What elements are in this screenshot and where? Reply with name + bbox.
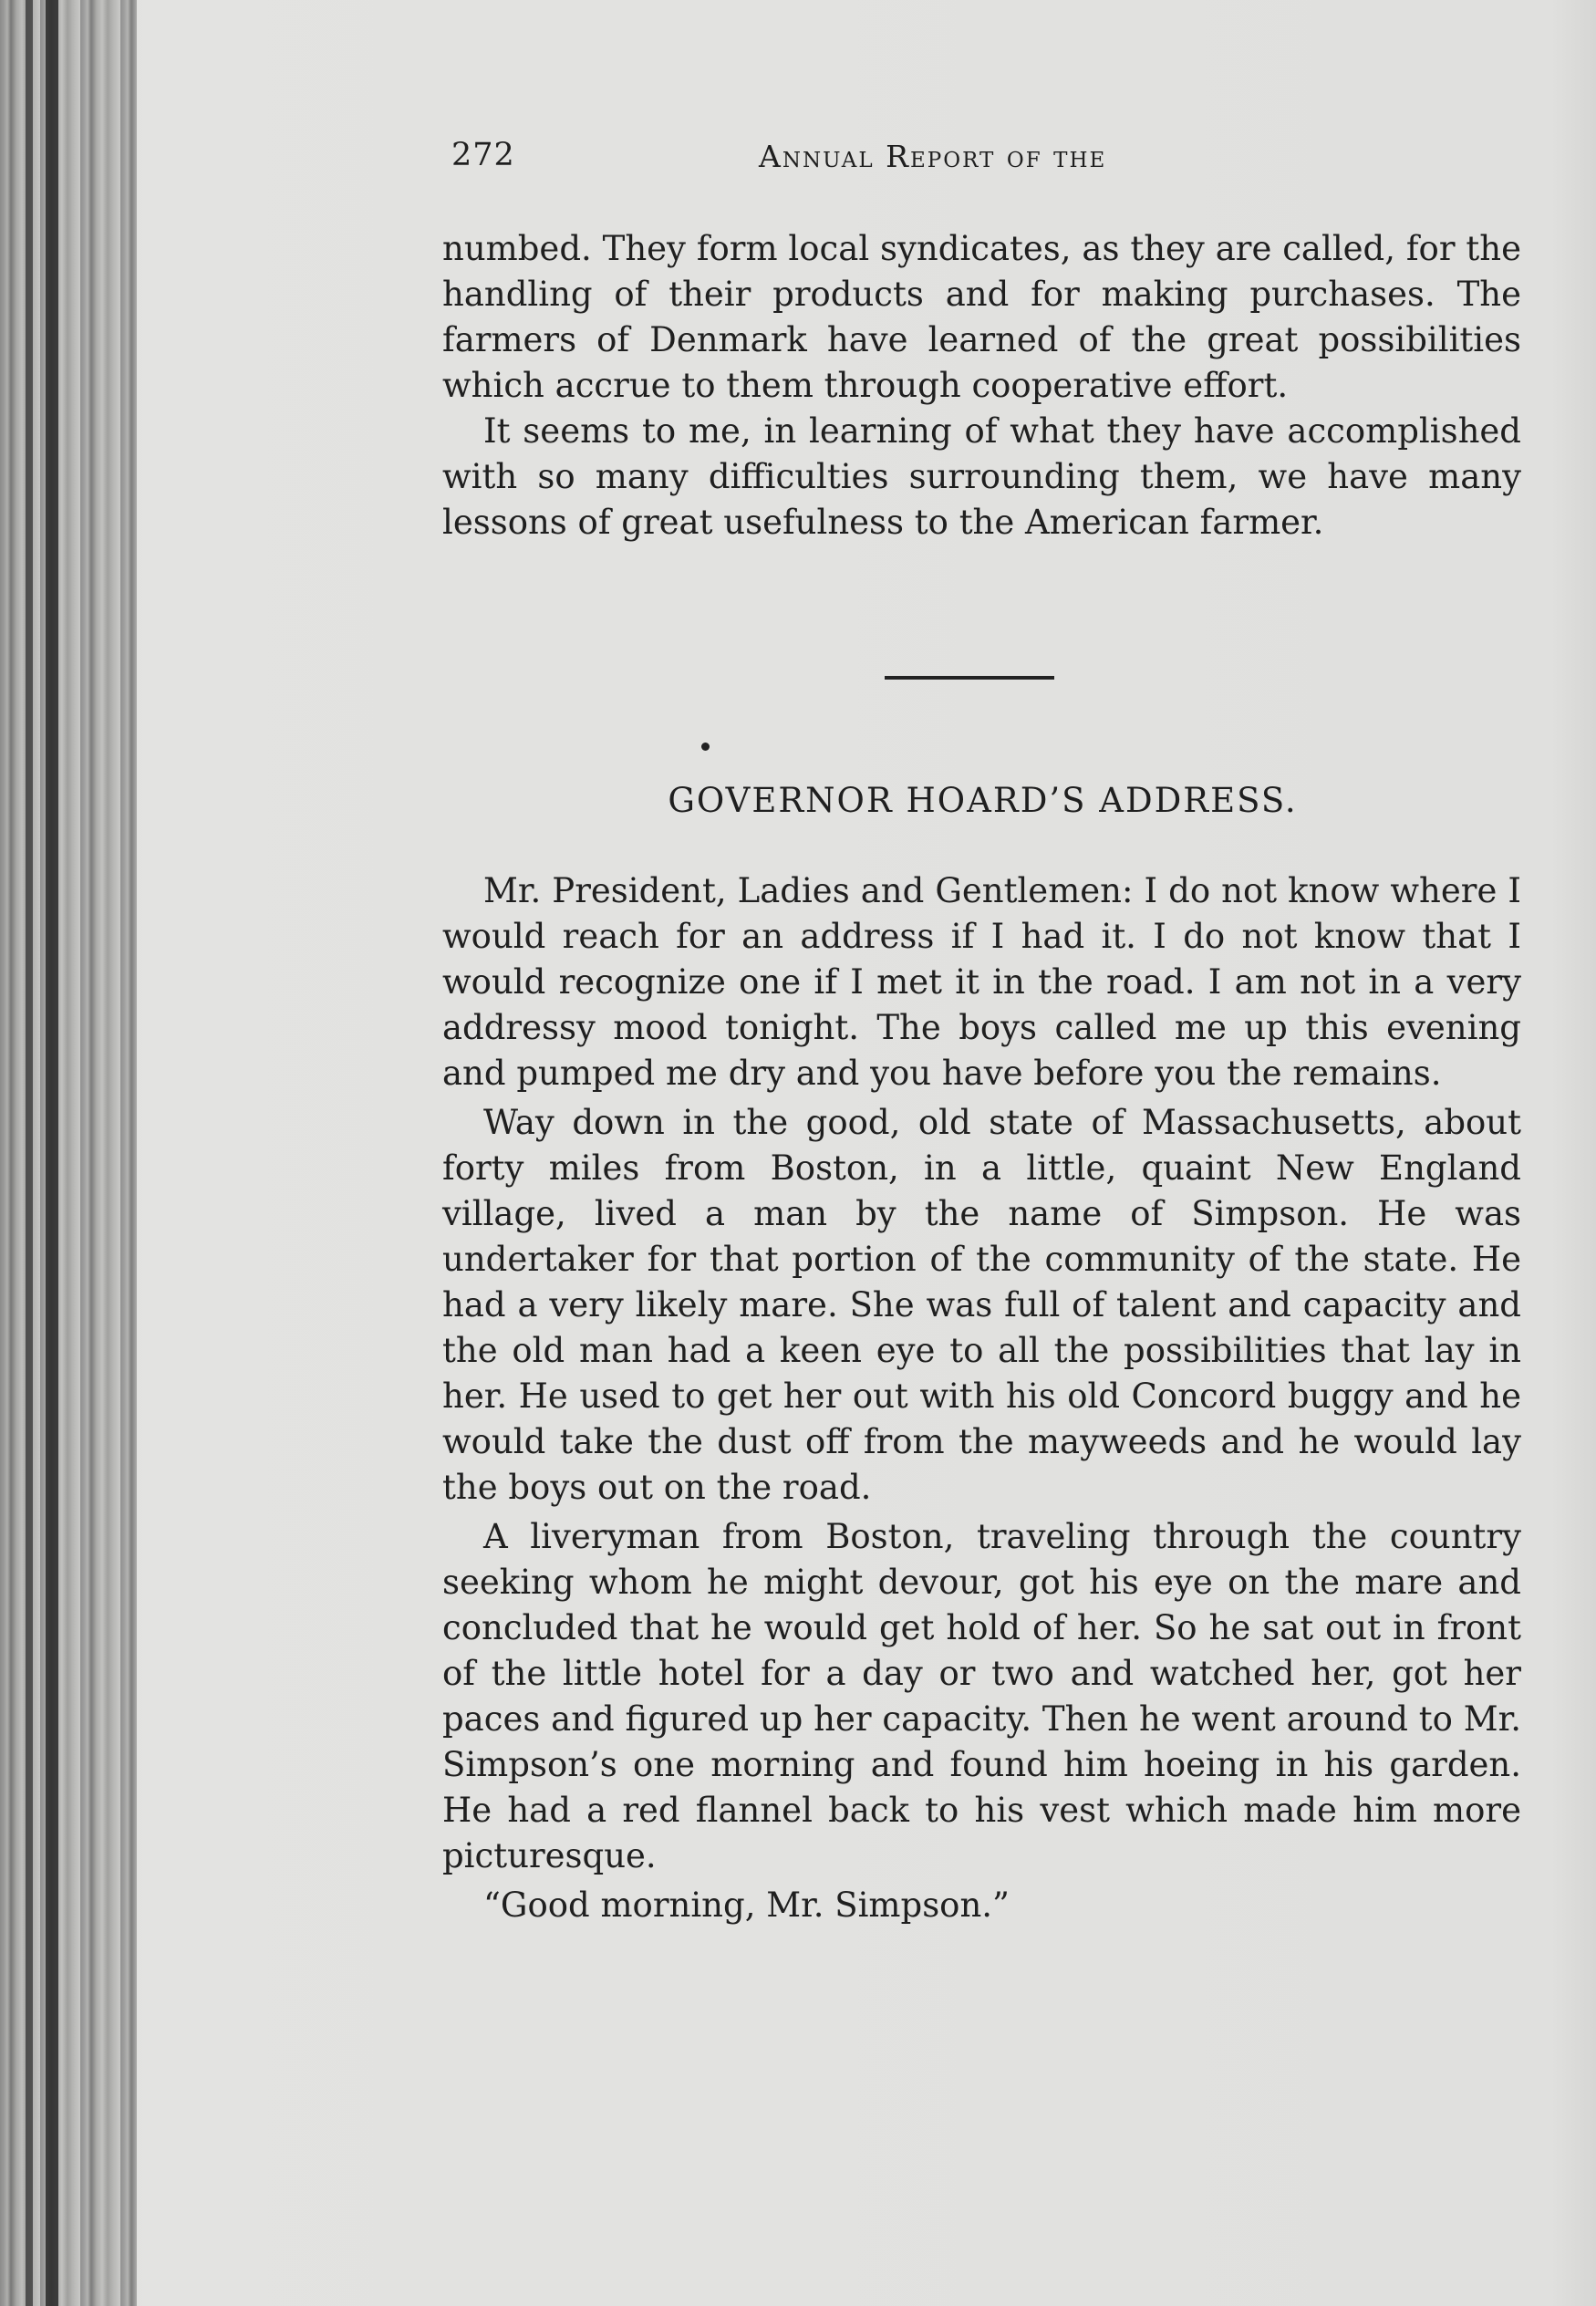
paragraph: A liveryman from Boston, traveling through the country seeking whom he might devour, got his eye on the mare and concluded that he would get hold of her. So he sat out in front of the little hotel for a day or two and watched her, got her paces and figured up her capacity. Then he went around to Mr. Simpson’s one morning and found him hoeing in his garden. He had a red flannel back to his vest which made him more picturesque. <box>442 1517 1521 1875</box>
book-binding-edge <box>0 0 137 2306</box>
binding-shadow-line <box>46 0 58 2306</box>
paragraph: It seems to me, in learning of what they have accomplished with so many difficulties surrounding them, we have many lessons of great usefulness to the American farmer. <box>442 411 1521 542</box>
paragraph: “Good morning, Mr. Simpson.” <box>483 1885 1010 1925</box>
section-one-text <box>442 226 1521 545</box>
paragraph: Mr. President, Ladies and Gentlemen: I do not know where I would reach for an address if I had it. I do not know that I would recognize one if I met it in the road. I am not in a very addressy mood tonight. The boys called me up this evening and pumped me dry and you have before you the remains. <box>442 871 1521 1093</box>
paragraph: numbed. They form local syndicates, as they are called, for the handling of their products and for making purchases. The farmers of Denmark have learned of the great possibilities which accrue to them through cooperative effort. <box>442 229 1521 405</box>
address-text <box>442 868 1521 1928</box>
ink-speck <box>701 743 710 751</box>
page-number: 272 <box>451 137 515 173</box>
paragraph: Way down in the good, old state of Massachusetts, about forty miles from Boston, in a little, quaint New England village, lived a man by the name of Simpson. He was undertaker for that portion of the community of the state. He had a very likely mare. She was full of talent and capacity and the old man had a keen eye to all the possibilities that lay in her. He used to get her out with his old Concord buggy and he would take the dust off from the mayweeds and he would lay the boys out on the road. <box>442 1103 1521 1507</box>
page-header <box>451 137 1363 192</box>
address-title: GOVERNOR HOARD’S ADDRESS. <box>668 781 1298 820</box>
running-head: Annual Report of the <box>759 139 1107 174</box>
section-divider-rule <box>885 676 1054 680</box>
binding-shadow-line <box>26 0 33 2306</box>
